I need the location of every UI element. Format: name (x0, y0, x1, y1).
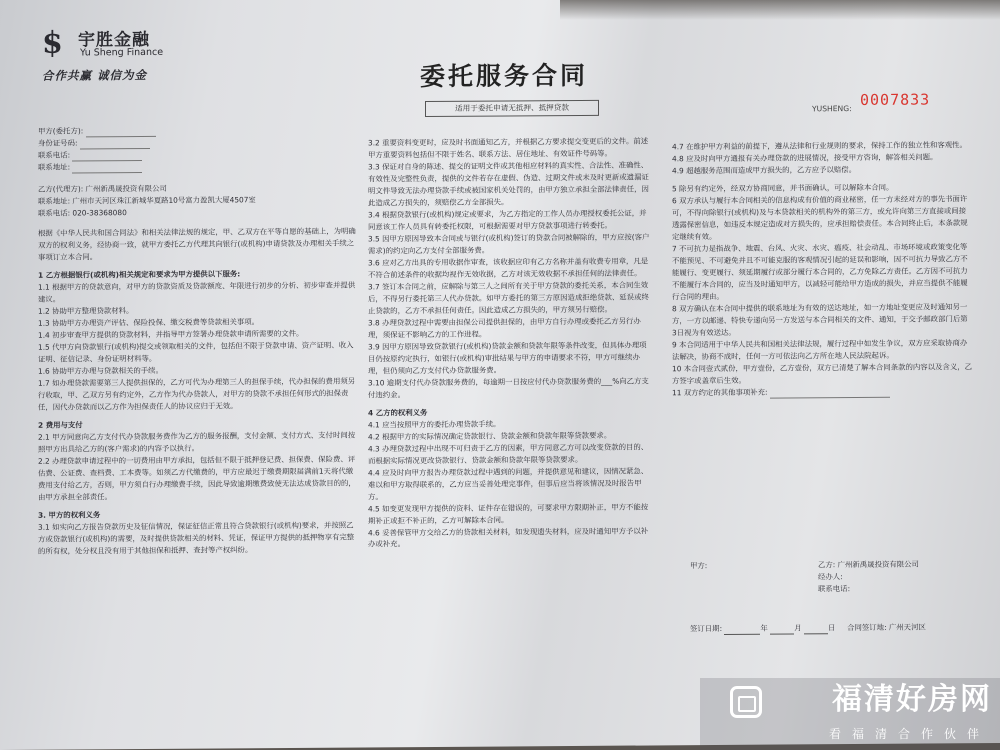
house-logo-icon (730, 686, 762, 718)
sign-place: 合同签订地: 广州天河区 (847, 622, 926, 633)
clause-4-4: 4.4 应及时向甲方报告办理贷款过程中遇到的问题，并提供意见和建议，因情况紧急、难以和甲方取得联系的，乙方应当妥善处理完事件，但事后应当将该情况及时报告甲方。 (368, 466, 649, 501)
logo-company-cn: 宇胜金融 (78, 29, 150, 51)
clause-3-7: 3.7 签订本合同之前，应解除与第三人之间所有关于甲方贷款的委托关系，本合同生效后，不得另行委托第三人代办贷款。如甲方委托的第三方原因造成拒绝贷款、延误或终止贷款的，乙方不承担任何责任。因此造成乙方损失的，甲方须另行赔偿。 (368, 280, 649, 316)
party-a-address-field: 联系地址: (38, 159, 358, 173)
clause-4-3: 4.3 办理贷款过程中出现不可归责于乙方的因素，甲方同意乙方可以改变贷款的目的、而根据实际情况更改贷款银行、贷款金额和贷款年限等贷款要求。 (368, 442, 649, 466)
clause-4-5: 4.5 如变更发现甲方提供的资料、证件存在错误的，可要求甲方限期补正，甲方不能按期补正或拒不补正的，乙方可解除本合同。 (368, 502, 649, 525)
section-4-heading: 4 乙方的权利义务 (368, 407, 428, 418)
clause-3-9: 3.9 因甲方原因导致贷款银行(或机构)贷款金额和贷款年限等条件改变，但具体办理项目仍按原约定执行，如银行(或机构)审批结果与甲方的申请要求不符，甲方可继续办理，但仍须向乙方支付代办贷款服务费。 (368, 340, 647, 376)
clause-3-8: 3.8 办理贷款过程中需要由担保公司提供担保的，由甲方自行办理或委托乙方另行办理，须保证不影响乙方的工作进程。 (368, 316, 641, 340)
clause-10: 10 本合同壹式贰份，甲方壹份，乙方壹份，双方已清楚了解本合同条款的内容以及含义，乙方签字或盖章后生效。 (672, 361, 972, 386)
clause-1-5: 1.5 代甲方向贷款银行(或机构)提交或领取相关的文件，包括但不限于贷款申请、资产证明、收入证明、征信记录、身份证明材料等。 (38, 340, 354, 364)
logo-company-en: Yu Sheng Finance (80, 46, 164, 59)
clause-2-2: 2.2 办理贷款申请过程中的一切费用由甲方承担，包括但不限于抵押登记费、担保费、保险费、评估费、公证费、查档费、工本费等。如须乙方代缴费的，甲方应最迟于缴费期限届满前1天将代缴费用支付给乙方，否则，甲方须自行办理缴费手续，因此导致逾期缴费致使无法达成贷款目的的，由甲方承担全部责任。 (38, 454, 356, 502)
clause-3-1: 3.1 如实向乙方报告贷款历史及征信情况，保证征信正常且符合贷款银行(或机构)要求，并按照乙方或贷款银行(或机构)的需要，及时提供贷款相关的材料、凭证，保证甲方提供的抵押物享有完整的所有权，处分权且没有用于其他担保和抵押、查封等产权纠纷。 (38, 520, 355, 556)
middle-column (368, 135, 650, 550)
clause-4-6: 4.6 妥善保管甲方交给乙方的贷款相关材料，如发现遗失材料，应及时通知甲方予以补办或补充。 (368, 525, 649, 549)
clause-1-6: 1.6 协助甲方办理与贷款相关的手续。 (38, 365, 163, 376)
sign-date-label: 签订日期: (690, 623, 723, 634)
party-b-phone: 联系电话: 020-38368080 (38, 208, 127, 218)
clause-1-3: 1.3 协助甲方办理资产评估、保险投保、缴交税费等贷款相关事项。 (38, 316, 260, 328)
sign-party-b: 乙方: 广州新禹晟投资有限公司 (818, 559, 919, 570)
clause-3-2: 3.2 重要资料变更时，应及时书面通知乙方，并根据乙方要求提交变更后的文件。前述甲方重要资料包括但不限于姓名、联系方法、居住地址、有效证件号码等。 (368, 136, 649, 160)
section-3-heading: 3. 甲方的权利义务 (38, 509, 101, 520)
document-title: 委托服务合同 (420, 60, 589, 92)
company-logo (36, 17, 206, 84)
party-a-name-field: 甲方(委托方): (38, 124, 358, 138)
clause-1-7: 1.7 如办理贷款需要第三人提供担保的，乙方可代为办理第三人的担保手续，代办担保的费用须另行收取，甲、乙双方另有约定外，乙方作为代办贷款人，对甲方的贷款不承担任何形式的担保责任，因代办贷款而以乙方作为担保责任人的协议应归于无效。 (38, 376, 356, 412)
clause-1-2: 1.2 协助甲方整理贷款材料。 (38, 305, 134, 316)
document-subtitle: 适用于委托申请无抵押、抵押贷款 (425, 100, 599, 117)
clause-6: 6 双方承认与履行本合同相关的信息构成有价值的商业秘密，任一方未经对方的事先书面许可，不得向除银行(或机构)及与本贷款相关的机构外的第三方，或允许向第三方直接或间接透露保密信息，如违反本规定造成对方损失的，应承担赔偿责任。本合同终止后，本条款规定继续有效。 (672, 194, 968, 242)
contract-intro: 根据《中华人民共和国合同法》和相关法律法规的规定，甲、乙双方在平等自愿的基础上，为明确双方的权利义务，经协商一致，就甲方委托乙方代理其向银行(或机构)申请贷款及办理相关手续之事项订立本合同。 (38, 226, 356, 262)
clause-4-8: 4.8 应及时向甲方通报有关办理贷款的进展情况，接受甲方咨询，解答相关问题。 (672, 152, 938, 164)
clause-2-1: 2.1 甲方同意向乙方支付代办贷款服务费作为乙方的服务报酬，支付金额、支付方式、支付时间按照甲方出具给乙方的(客户需求)的内容予以执行。 (38, 430, 356, 454)
section-1-heading: 1 乙方根据银行(或机构)相关规定和要求为甲方提供以下服务: (38, 269, 241, 280)
sign-agent: 经办人: (818, 572, 843, 582)
clause-9: 9 本合同适用于中华人民共和国相关法律法规，履行过程中如发生争议，双方应采取协商办法解决，协商不成时，任何一方可依法向乙方所在地人民法院起诉。 (672, 337, 968, 362)
serial-number: 0007833 (860, 90, 931, 109)
clause-3-10: 3.10 逾期支付代办贷款服务费的，每逾期一日按应付代办贷款服务费的___%向乙方支付违约金。 (368, 376, 649, 400)
watermark-slogan: 看福清合作伙伴 (828, 727, 990, 741)
clause-4-1: 4.1 应当按照甲方的委托办理贷款手续。 (368, 419, 501, 430)
party-b-sign-block (818, 558, 988, 595)
watermark-title: 福清好房网 (832, 682, 992, 717)
clause-3-4: 3.4 根据贷款银行(或机构)规定或要求，为乙方指定的工作人员办理授权委托公证，并同意该工作人员具有转委托权限，可根据需要对甲方贷款事项进行转委托。 (368, 208, 647, 232)
section-2-heading: 2 费用与支付 (38, 420, 83, 430)
clause-1-4: 1.4 初步审查甲方提供的贷款材料，并指导甲方签署办理贷款申请所需要的文件。 (38, 328, 304, 340)
logo-slogan: 合作共赢 诚信为金 (42, 67, 148, 83)
party-a-id-field: 身份证号码: (38, 135, 358, 149)
party-b-address: 联系地址: 广州市天河区珠江新城华夏路10号富力盈凯大厦4507室 (38, 195, 256, 206)
clause-4-2: 4.2 根据甲方的实际情况确定贷款银行、贷款金额和贷款年限等贷款要求。 (368, 430, 612, 442)
dollar-logo-icon: $ (42, 25, 60, 61)
right-column (672, 139, 972, 399)
top-shadow (560, 0, 1000, 20)
clause-8: 8 双方确认在本合同中提供的联系地址为有效的送达地址，如一方地址变更应及时通知另一方，一方以邮递、特快专递向另一方发送与本合同相关的文件、通知，于交予邮政部门后第3日视为有效送达。 (672, 302, 968, 338)
clause-3-3: 3.3 保证对自身的陈述、提交的证明文件或其他相应材料的真实性、合法性、准确性、有效性及完整性负责，提供的文件若存在虚假、伪造、过期文件或未及时更新或遗漏证明文件导致无法办理贷款手续或被国家机关处罚的，由甲方独立承担全部法律责任，因此造成乙方损失的，须赔偿乙方全部损失。 (368, 160, 649, 208)
clause-4-7: 4.7 在维护甲方利益的前提下，遵从法律和行业规则的要求，保持工作的独立性和客观性。 (672, 140, 967, 152)
party-b-name: 乙方(代理方): 广州新禹晟投资有限公司 (38, 183, 167, 194)
clause-4-9: 4.9 超越服务范围而造成甲方损失的，乙方应予以赔偿。 (672, 164, 857, 176)
site-watermark (700, 678, 1000, 750)
sign-date-row: 签订日期: 年 月 日 合同签订地: 广州天河区 (690, 622, 926, 634)
left-column (38, 124, 358, 558)
clause-7: 7 不可抗力是指战争、地震、台风、火灾、水灾、瘟疫、社会动乱、市场环境或政策变化等不能预见、不可避免并且不可能克服的客观情况引起的延误和影响，因不可抗力导致乙方不能履行、变更履行、须延期履行或部分履行本合同的，乙方免除乙方责任。乙方因不可抗力不能履行本合同的，应当及时通知甲方，以减轻可能给甲方造成的损失，并应当提供不能履行合同的理由。 (672, 242, 968, 302)
clause-11: 11 双方约定的其他事项补充: (672, 385, 972, 399)
serial-label: YUSHENG: (812, 104, 852, 114)
sign-party-a: 甲方: (690, 561, 708, 571)
clause-5: 5 除另有约定外，经双方协商同意，并书面确认，可以解除本合同。 (672, 182, 894, 194)
sign-contact: 联系电话: (818, 584, 851, 594)
clause-1-1: 1.1 根据甲方的贷款意向，对甲方的贷款资质及贷款额度、年限进行初步的分析、初步审查并提供建议。 (38, 280, 356, 304)
party-a-phone-field: 联系电话: (38, 147, 358, 161)
clause-3-6: 3.6 应对乙方出具的专用收据作审查，该收据应印有乙方名称并盖有收费专用章，凡是不符合前述条件的收据均视作无效收据，乙方对该无效收据不承担任何的法律责任。 (368, 256, 649, 280)
clause-3-5: 3.5 因甲方原因导致本合同或与银行(或机构)签订的贷款合同被解除的，甲方应按(客户需求)的约定向乙方支付全部服务费。 (368, 232, 650, 256)
